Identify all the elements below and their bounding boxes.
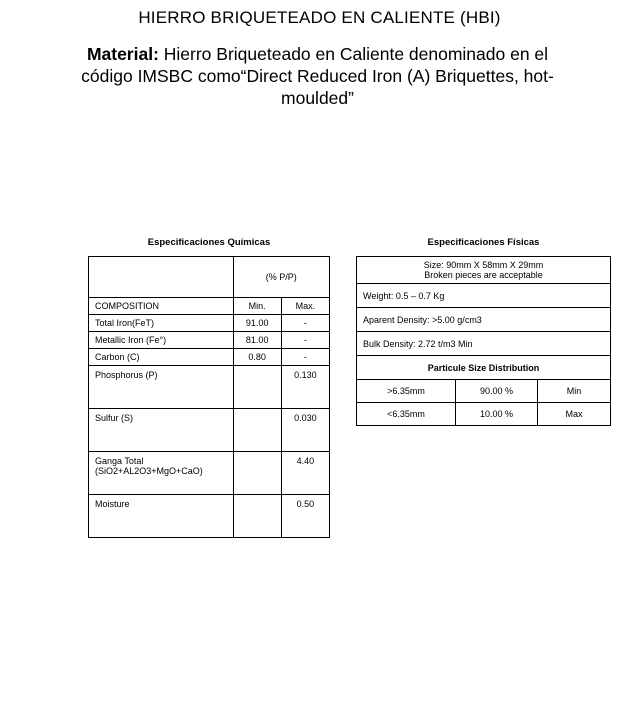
material-text: Hierro Briqueteado en Caliente denominado en el código IMSBC como“Direct Reduced Iron (A) Briquettes, hot-moulded” — [81, 44, 554, 108]
component-name-line1: Ganga Total — [95, 456, 144, 466]
max-value: - — [281, 332, 329, 349]
material-description — [60, 43, 575, 109]
percentage: 90.00 % — [456, 380, 538, 403]
max-value: - — [281, 315, 329, 332]
component-name: Phosphorus (P) — [89, 366, 234, 409]
min-value: 91.00 — [233, 315, 281, 332]
limit: Max — [538, 403, 611, 426]
min-header: Min. — [233, 298, 281, 315]
weight-cell: Weight: 0.5 – 0.7 Kg — [357, 284, 611, 308]
component-name: Carbon (C) — [89, 349, 234, 366]
table-row — [357, 380, 611, 403]
component-name-line2: (SiO2+AL2O3+MgO+CaO) — [95, 466, 203, 476]
size-range: <6.35mm — [357, 403, 456, 426]
table-row — [89, 349, 330, 366]
component-name: Sulfur (S) — [89, 409, 234, 452]
table-row — [89, 366, 330, 409]
min-value — [233, 409, 281, 452]
physical-specs-table — [356, 256, 611, 426]
component-name — [89, 452, 234, 495]
min-value — [233, 452, 281, 495]
size-line2: Broken pieces are acceptable — [424, 270, 543, 280]
chemical-specs-table — [88, 256, 330, 538]
physical-specs-title: Especificaciones Físicas — [427, 237, 540, 248]
table-row — [89, 315, 330, 332]
material-label: Material: — [86, 44, 159, 64]
min-value: 81.00 — [233, 332, 281, 349]
size-cell — [357, 257, 611, 284]
percentage: 10.00 % — [456, 403, 538, 426]
table-row — [357, 403, 611, 426]
table-row — [89, 495, 330, 538]
apparent-density-cell: Aparent Density: >5.00 g/cm3 — [357, 308, 611, 332]
chemical-specs-title: Especificaciones Químicas — [147, 237, 271, 248]
page-title: HIERRO BRIQUETEADO EN CALIENTE (HBI) — [138, 8, 501, 27]
min-value — [233, 366, 281, 409]
max-value: 4.40 — [281, 452, 329, 495]
limit: Min — [538, 380, 611, 403]
component-name: Moisture — [89, 495, 234, 538]
table-row — [89, 409, 330, 452]
max-value: 0.030 — [281, 409, 329, 452]
size-range: >6.35mm — [357, 380, 456, 403]
max-value: 0.50 — [281, 495, 329, 538]
composition-header: COMPOSITION — [89, 298, 234, 315]
table-row — [89, 452, 330, 495]
component-name: Total Iron(FeT) — [89, 315, 234, 332]
max-value: - — [281, 349, 329, 366]
min-value: 0.80 — [233, 349, 281, 366]
max-header: Max. — [281, 298, 329, 315]
max-value: 0.130 — [281, 366, 329, 409]
component-name: Metallic Iron (Fe°) — [89, 332, 234, 349]
size-line1: Size: 90mm X 58mm X 29mm — [423, 260, 544, 270]
unit-header: (% P/P) — [233, 257, 329, 298]
empty-header-cell — [89, 257, 234, 298]
table-row — [89, 332, 330, 349]
distribution-title: Particule Size Distribution — [357, 356, 611, 380]
min-value — [233, 495, 281, 538]
bulk-density-cell: Bulk Density: 2.72 t/m3 Min — [357, 332, 611, 356]
